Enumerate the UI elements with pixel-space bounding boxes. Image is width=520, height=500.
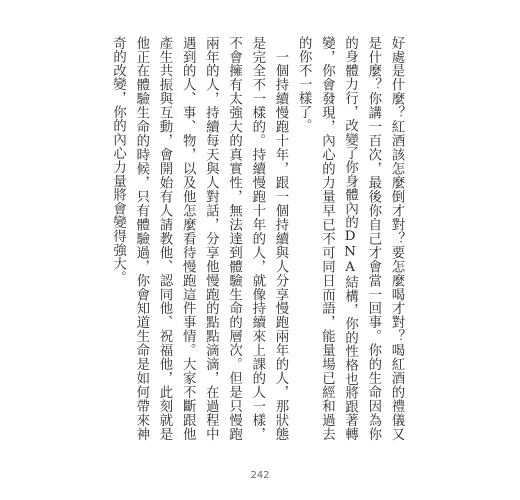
page-number: 242 [250,470,270,481]
paragraph-1: 好處是什麼？紅酒該怎麼倒才對？要怎麼喝才對？喝紅酒的禮儀又是什麼？你講一百次，最後你自己才會當一回事。你的生命因為你的身體力行，改變了你身體內的DNA結構，你的性格也將跟著轉變，你會發現，內心的力量早已不可同日而語，能量場已經和過去的你不一樣了。 [296,36,404,441]
body-text [98,36,408,441]
paragraph-2: 一個持續慢跑十年，跟一個持續與人分享慢跑兩年的人，那狀態是完全不一樣的。持續慢跑十年的人，就像持續來上課的人一樣，不會擁有太強大的真實性，無法達到體驗生命的層次。但是只慢跑兩年的人，持續每天與人對話，分享他慢跑的點點滴滴，在過程中遇到的人、事、物，以及他怎麼看待慢跑這件事情。大家不斷跟他產生共振與互動，會開始有人請教他、認同他、祝福他，此刻就是他正在體驗生命的時候，只有體驗過，你會知道生命是如何帶來神奇的改變，你的內心力量將會變得強大。 [110,36,288,441]
